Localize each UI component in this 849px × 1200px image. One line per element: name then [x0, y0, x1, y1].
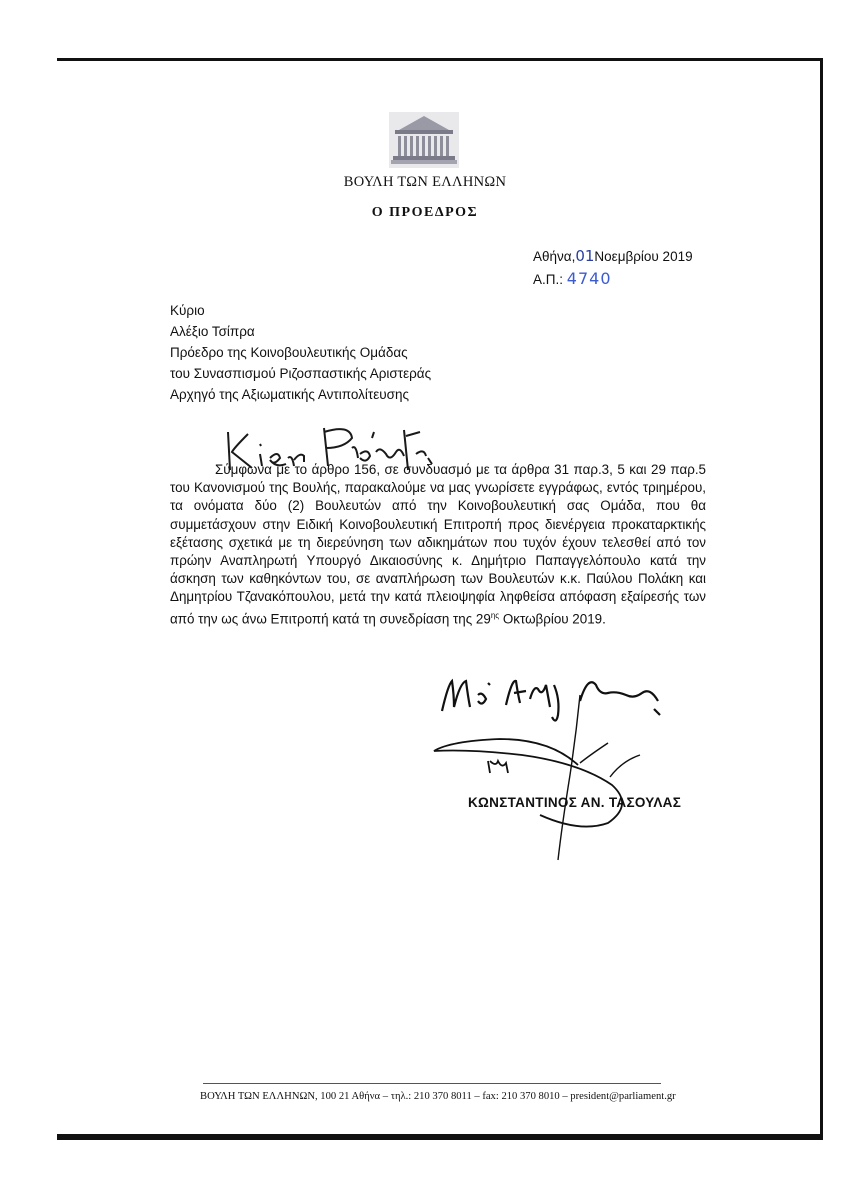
footer-divider	[203, 1083, 661, 1084]
date-day-handwritten: 01	[575, 247, 595, 265]
body-paragraph	[170, 461, 706, 628]
letter-body	[170, 461, 706, 628]
letter-date	[533, 247, 693, 265]
reference-number	[533, 269, 612, 288]
ref-number-handwritten: 4740	[566, 269, 612, 288]
footer-contact: ΒΟΥΛΗ ΤΩΝ ΕΛΛΗΝΩΝ, 100 21 Αθήνα – τηλ.: 210 370 8011 – fax: 210 370 8010 – president@parliament.gr	[200, 1091, 676, 1102]
institution-name: ΒΟΥΛΗ ΤΩΝ ΕΛΛΗΝΩΝ	[343, 174, 507, 190]
recipient-line: Αρχηγό της Αξιωματικής Αντιπολίτευσης	[170, 387, 409, 402]
signer-name: ΚΩΝΣΤΑΝΤΙΝΟΣ ΑΝ. ΤΑΣΟΥΛΑΣ	[468, 795, 682, 810]
body-text-end: Οκτωβρίου 2019.	[499, 611, 606, 627]
date-prefix: Αθήνα,	[533, 249, 576, 264]
recipient-line: του Συνασπισμού Ριζοσπαστικής Αριστεράς	[170, 366, 432, 381]
recipient-line: Κύριο	[170, 303, 205, 318]
handwritten-signature	[430, 655, 690, 865]
parliament-building-icon	[389, 112, 459, 168]
recipient-line: Πρόεδρο της Κοινοβουλευτικής Ομάδας	[170, 345, 408, 360]
ordinal-superscript: ης	[490, 610, 500, 620]
recipient-line: Αλέξιο Τσίπρα	[170, 324, 255, 339]
office-title: Ο ΠΡΟΕΔΡΟΣ	[371, 205, 479, 220]
body-text: Σύμφωνα με το άρθρο 156, σε συνδυασμό με τα άρθρα 31 παρ.3, 5 και 29 παρ.5 του Κανονισμού της Βουλής, παρακαλούμε να μας γνωρίσετε εγγράφως, εντός τριημέρου, τα ονόματα δύο (2) Βουλευτών από την Κοινοβουλευτική σας Ομάδα, που θα συμμετάσχουν στην Ειδική Κοινοβουλευτική Επιτροπή προς διενέργεια προκαταρκτικής εξέτασης σχετικά με τη διερεύνηση των αδικημάτων που τυχόν έχουν τελεσθεί από τον πρώην Αναπληρωτή Υπουργό Δικαιοσύνης κ. Δημήτριο Παπαγγελόπουλο κατά την άσκηση των καθηκόντων του, σε αναπλήρωση των Βουλευτών κ.κ. Παύλου Πολάκη και Δημητρίου Τζανακόπουλου, μετά την κατά πλειοψηφία ληφθείσα απόφαση εξαίρεσής των από την ως άνω Επιτροπή κατά τη συνεδρίαση της 29	[170, 462, 706, 627]
ref-label: Α.Π.:	[533, 272, 564, 287]
date-suffix: Νοεμβρίου 2019	[594, 249, 693, 264]
